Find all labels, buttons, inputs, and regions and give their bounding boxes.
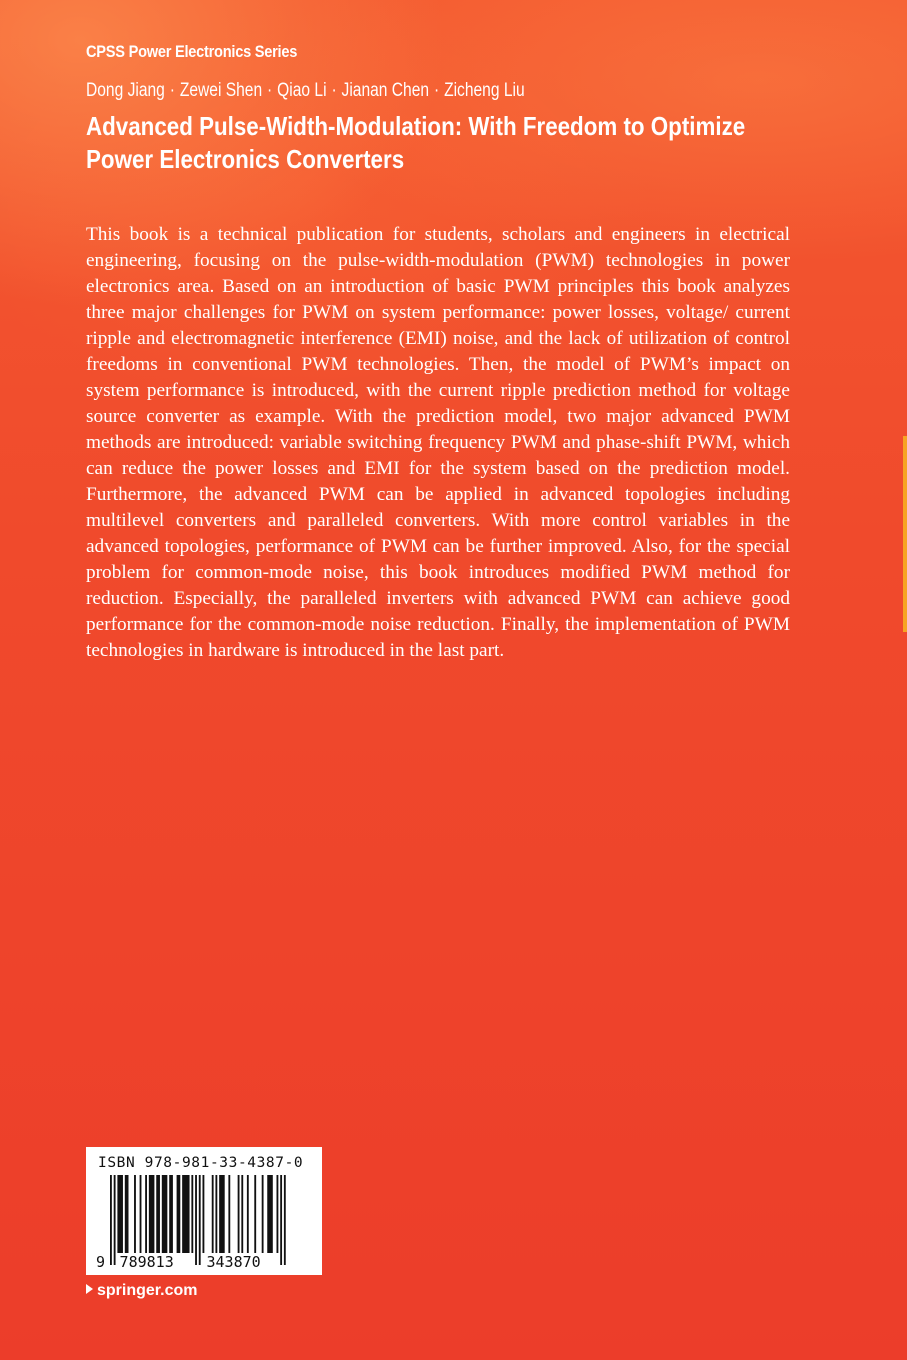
barcode-bar <box>117 1175 123 1253</box>
barcode-bar <box>191 1175 193 1253</box>
isbn-barcode-block <box>86 1147 322 1275</box>
author-name: Jianan Chen <box>341 80 430 101</box>
barcode-bar <box>182 1175 189 1253</box>
barcode-bar <box>162 1175 168 1253</box>
book-title-line: Power Electronics Converters <box>86 144 405 174</box>
author-list <box>86 80 525 102</box>
arrow-right-icon <box>86 1284 93 1294</box>
barcode-bar <box>228 1175 230 1253</box>
barcode-bar <box>110 1175 112 1265</box>
publisher-website[interactable] <box>86 1282 197 1300</box>
barcode-bar <box>247 1175 249 1253</box>
barcode-bar <box>169 1175 173 1253</box>
barcode-bar <box>203 1175 205 1253</box>
barcode-bar <box>140 1175 142 1253</box>
barcode-bar <box>156 1175 160 1253</box>
author-name: Zicheng Liu <box>444 80 525 101</box>
series-name: CPSS Power Electronics Series <box>86 42 298 61</box>
barcode-bar <box>219 1175 225 1253</box>
barcode-bar <box>134 1175 136 1253</box>
barcode-bar <box>262 1175 264 1253</box>
author-separator: · <box>267 80 273 101</box>
author-separator: · <box>169 80 175 101</box>
barcode-bar <box>215 1175 217 1253</box>
barcode-bar <box>280 1175 282 1265</box>
author-name: Dong Jiang <box>86 80 165 101</box>
barcode-bar <box>212 1175 214 1253</box>
author-name: Qiao Li <box>277 80 327 101</box>
author-separator: · <box>433 80 440 101</box>
barcode-digits: 343870 <box>206 1253 261 1271</box>
barcode-bar <box>177 1175 181 1253</box>
isbn-label: ISBN 978-981-33-4387-0 <box>98 1155 304 1171</box>
book-title-line: Advanced Pulse-Width-Modulation: With Freedom to Optimize <box>86 111 746 141</box>
barcode-bar <box>277 1175 279 1253</box>
publisher-website-label: springer.com <box>97 1282 198 1299</box>
author-name: Zewei Shen <box>179 80 263 101</box>
barcode-bar <box>284 1175 286 1265</box>
barcode-bar <box>199 1175 201 1265</box>
book-title <box>86 110 843 176</box>
barcode-image <box>86 1173 322 1275</box>
barcode-bar <box>149 1175 155 1253</box>
barcode-bar <box>114 1175 116 1265</box>
barcode-bar <box>195 1175 197 1265</box>
barcode-bar <box>267 1175 273 1253</box>
spine-edge-accent <box>903 436 907 632</box>
barcode-digits: 9 <box>96 1253 106 1271</box>
book-description: This book is a technical publication for students, scholars and engineers in electrical engineering, focusing on the pulse-width-modulation (PWM) technologies in power electronics area. Based on an introduction of basic PWM principles this book analyzes three major challenges for PWM on system performance: power losses, voltage/ current ripple and electromagnetic interference (EMI) noise, and the lack of utilization of control freedoms in conventional PWM technologies. Then, the model of PWM’s impact on system performance is introduced, with the current ripple prediction method for voltage source converter as example. With the prediction model, two major advanced PWM methods are introduced: variable switching frequency PWM and phase-shift PWM, which can reduce the power losses and EMI for the system based on the prediction model. Furthermore, the advanced PWM can be applied in advanced topologies including multilevel converters and paralleled converters. With more control variables in the advanced topologies, performance of PWM can be further improved. Also, for the special problem for common-mode noise, this book introduces modified PWM method for reduction. Especially, the paralleled inverters with advanced PWM can achieve good performance for the common-mode noise reduction. Finally, the implementation of PWM technologies in hardware is introduced in the last part. <box>86 224 790 661</box>
barcode-digits: 789813 <box>119 1253 174 1271</box>
barcode-bar <box>238 1175 240 1253</box>
author-separator: · <box>331 80 337 101</box>
barcode-bar <box>241 1175 243 1253</box>
barcode-bar <box>145 1175 147 1253</box>
barcode-bar <box>125 1175 129 1253</box>
barcode-bar <box>254 1175 256 1253</box>
